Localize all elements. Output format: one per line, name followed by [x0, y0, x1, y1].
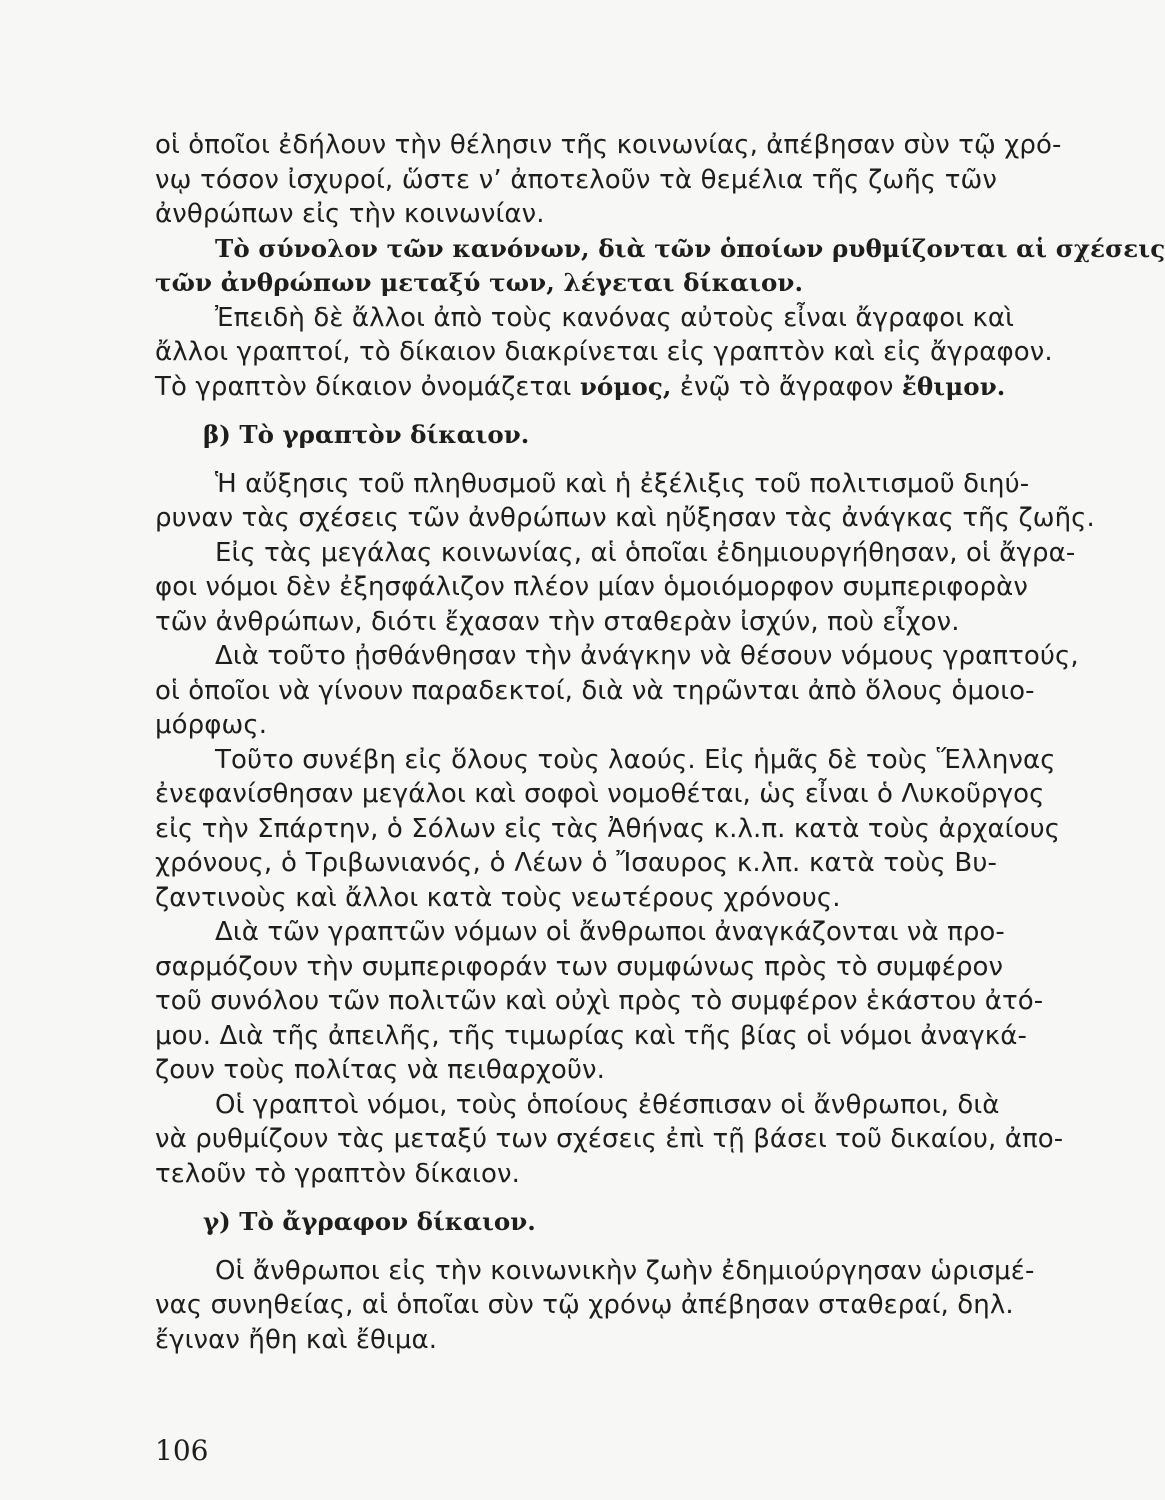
paragraph-continuation: [155, 128, 1062, 232]
text-line: Τὸ σύνολον τῶν κανόνων, διὰ τῶν ὁποίων ρυθμίζονται αἱ σχέσεις: [215, 233, 1165, 263]
text-line: ζαντινοὺς καὶ ἄλλοι κατὰ τοὺς νεωτέρους χρόνους.: [155, 882, 841, 913]
text-line: ἄλλοι γραπτοί, τὸ δίκαιον διακρίνεται εἰς γραπτὸν καὶ εἰς ἄγραφον.: [155, 337, 1053, 367]
definition-bold: [155, 232, 1165, 301]
text-line: Ἡ αὔξησις τοῦ πληθυσμοῦ καὶ ἡ ἐξέλιξις τοῦ πολιτισμοῦ διηύ-: [215, 468, 1030, 499]
text-run: ἐνῷ τὸ ἄγραφον: [671, 371, 902, 402]
page-number: 106: [155, 1434, 209, 1467]
text-line: σαρμόζουν τὴν συμπεριφοράν των συμφώνως πρὸς τὸ συμφέρον: [155, 951, 1004, 982]
text-line: τῶν ἀνθρώπων, διότι ἔχασαν τὴν σταθερὰν ἰσχύν, ποὺ εἶχον.: [155, 606, 960, 637]
text-line: οἱ ὁποῖοι ἐδήλουν τὴν θέλησιν τῆς κοινωνίας, ἀπέβησαν σὺν τῷ χρό-: [155, 130, 1062, 160]
text-line: μόρφως.: [155, 710, 268, 740]
text-line: χρόνους, ὁ Τριβωνιανός, ὁ Λέων ὁ Ἴσαυρος κ.λπ. κατὰ τοὺς Βυ-: [155, 848, 997, 878]
section-heading-c: γ) Τὸ ἄγραφον δίκαιον.: [203, 1207, 536, 1236]
text-line: ἐνεφανίσθησαν μεγάλοι καὶ σοφοὶ νομοθέται, ὡς εἶναι ὁ Λυκοῦργος: [155, 779, 1045, 809]
bold-term-ethimon: ἔθιμον.: [901, 371, 1006, 401]
text-line: μου. Διὰ τῆς ἀπειλῆς, τῆς τιμωρίας καὶ τῆς βίας οἱ νόμοι ἀναγκά-: [155, 1020, 1027, 1051]
text-line: τοῦ συνόλου τῶν πολιτῶν καὶ οὐχὶ πρὸς τὸ συμφέρον ἑκάστου ἀτό-: [155, 986, 1044, 1016]
text-line: οἱ ὁποῖοι νὰ γίνουν παραδεκτοί, διὰ νὰ τηρῶνται ἀπὸ ὅλους ὁμοιο-: [155, 675, 1035, 706]
text-line: [155, 370, 1006, 405]
text-line: ἔγιναν ἤθη καὶ ἔθιμα.: [155, 1324, 438, 1355]
text-line: νὰ ρυθμίζουν τὰς μεταξύ των σχέσεις ἐπὶ τῇ βάσει τοῦ δικαίου, ἀπο-: [155, 1124, 1064, 1154]
paragraph: [155, 1254, 1035, 1358]
paragraph: [155, 639, 1079, 743]
text-line: Διὰ τοῦτο ᾐσθάνθησαν τὴν ἀνάγκην νὰ θέσουν νόμους γραπτούς,: [215, 641, 1079, 671]
page-body: [155, 128, 1165, 1357]
text-line: νας συνηθείας, αἱ ὁποῖαι σὺν τῷ χρόνῳ ἀπέβησαν σταθεραί, δηλ.: [155, 1290, 1014, 1320]
text-line: Διὰ τῶν γραπτῶν νόμων οἱ ἄνθρωποι ἀναγκάζονται νὰ προ-: [215, 917, 1005, 947]
paragraph: [155, 915, 1044, 1088]
text-line: ζουν τοὺς πολίτας νὰ πειθαρχοῦν.: [155, 1055, 606, 1085]
text-line: Τοῦτο συνέβη εἰς ὅλους τοὺς λαούς. Εἰς ἡμᾶς δὲ τοὺς Ἕλληνας: [215, 744, 1056, 775]
text-line: Οἱ ἄνθρωποι εἰς τὴν κοινωνικὴν ζωὴν ἐδημιούργησαν ὡρισμέ-: [215, 1255, 1035, 1286]
text-line: ἀνθρώπων εἰς τὴν κοινωνίαν.: [155, 199, 545, 229]
paragraph: [155, 536, 1076, 640]
text-line: φοι νόμοι δὲν ἐξησφάλιζον πλέον μίαν ὁμοιόμορφον συμπεριφορὰν: [155, 572, 1028, 602]
paragraph: [155, 743, 1061, 916]
text-line: τελοῦν τὸ γραπτὸν δίκαιον.: [155, 1158, 520, 1189]
text-line: Οἱ γραπτοὶ νόμοι, τοὺς ὁποίους ἐθέσπισαν οἱ ἄνθρωποι, διὰ: [215, 1089, 1000, 1120]
text-line: νῳ τόσον ἰσχυροί, ὥστε ν’ ἀποτελοῦν τὰ θεμέλια τῆς ζωῆς τῶν: [155, 164, 997, 195]
bold-term-nomos: νόμος,: [579, 371, 672, 401]
text-line: ρυναν τὰς σχέσεις τῶν ἀνθρώπων καὶ ηὔξησαν τὰς ἀνάγκας τῆς ζωῆς.: [155, 503, 1095, 533]
text-line: Ἐπειδὴ δὲ ἄλλοι ἀπὸ τοὺς κανόνας αὐτοὺς εἶναι ἄγραφοι καὶ: [215, 302, 1015, 333]
paragraph: [155, 301, 1053, 405]
paragraph: [155, 467, 1095, 536]
text-line: εἰς τὴν Σπάρτην, ὁ Σόλων εἰς τὰς Ἀθήνας κ.λ.π. κατὰ τοὺς ἀρχαίους: [155, 813, 1061, 844]
paragraph: [155, 1088, 1064, 1192]
section-heading-b: β) Τὸ γραπτὸν δίκαιον.: [203, 420, 530, 449]
text-line: Εἰς τὰς μεγάλας κοινωνίας, αἱ ὁποῖαι ἐδημιουργήθησαν, οἱ ἄγρα-: [215, 537, 1076, 568]
text-run: Τὸ γραπτὸν δίκαιον ὀνομάζεται: [155, 371, 580, 402]
text-line: τῶν ἀνθρώπων μεταξύ των, λέγεται δίκαιον.: [155, 268, 804, 297]
